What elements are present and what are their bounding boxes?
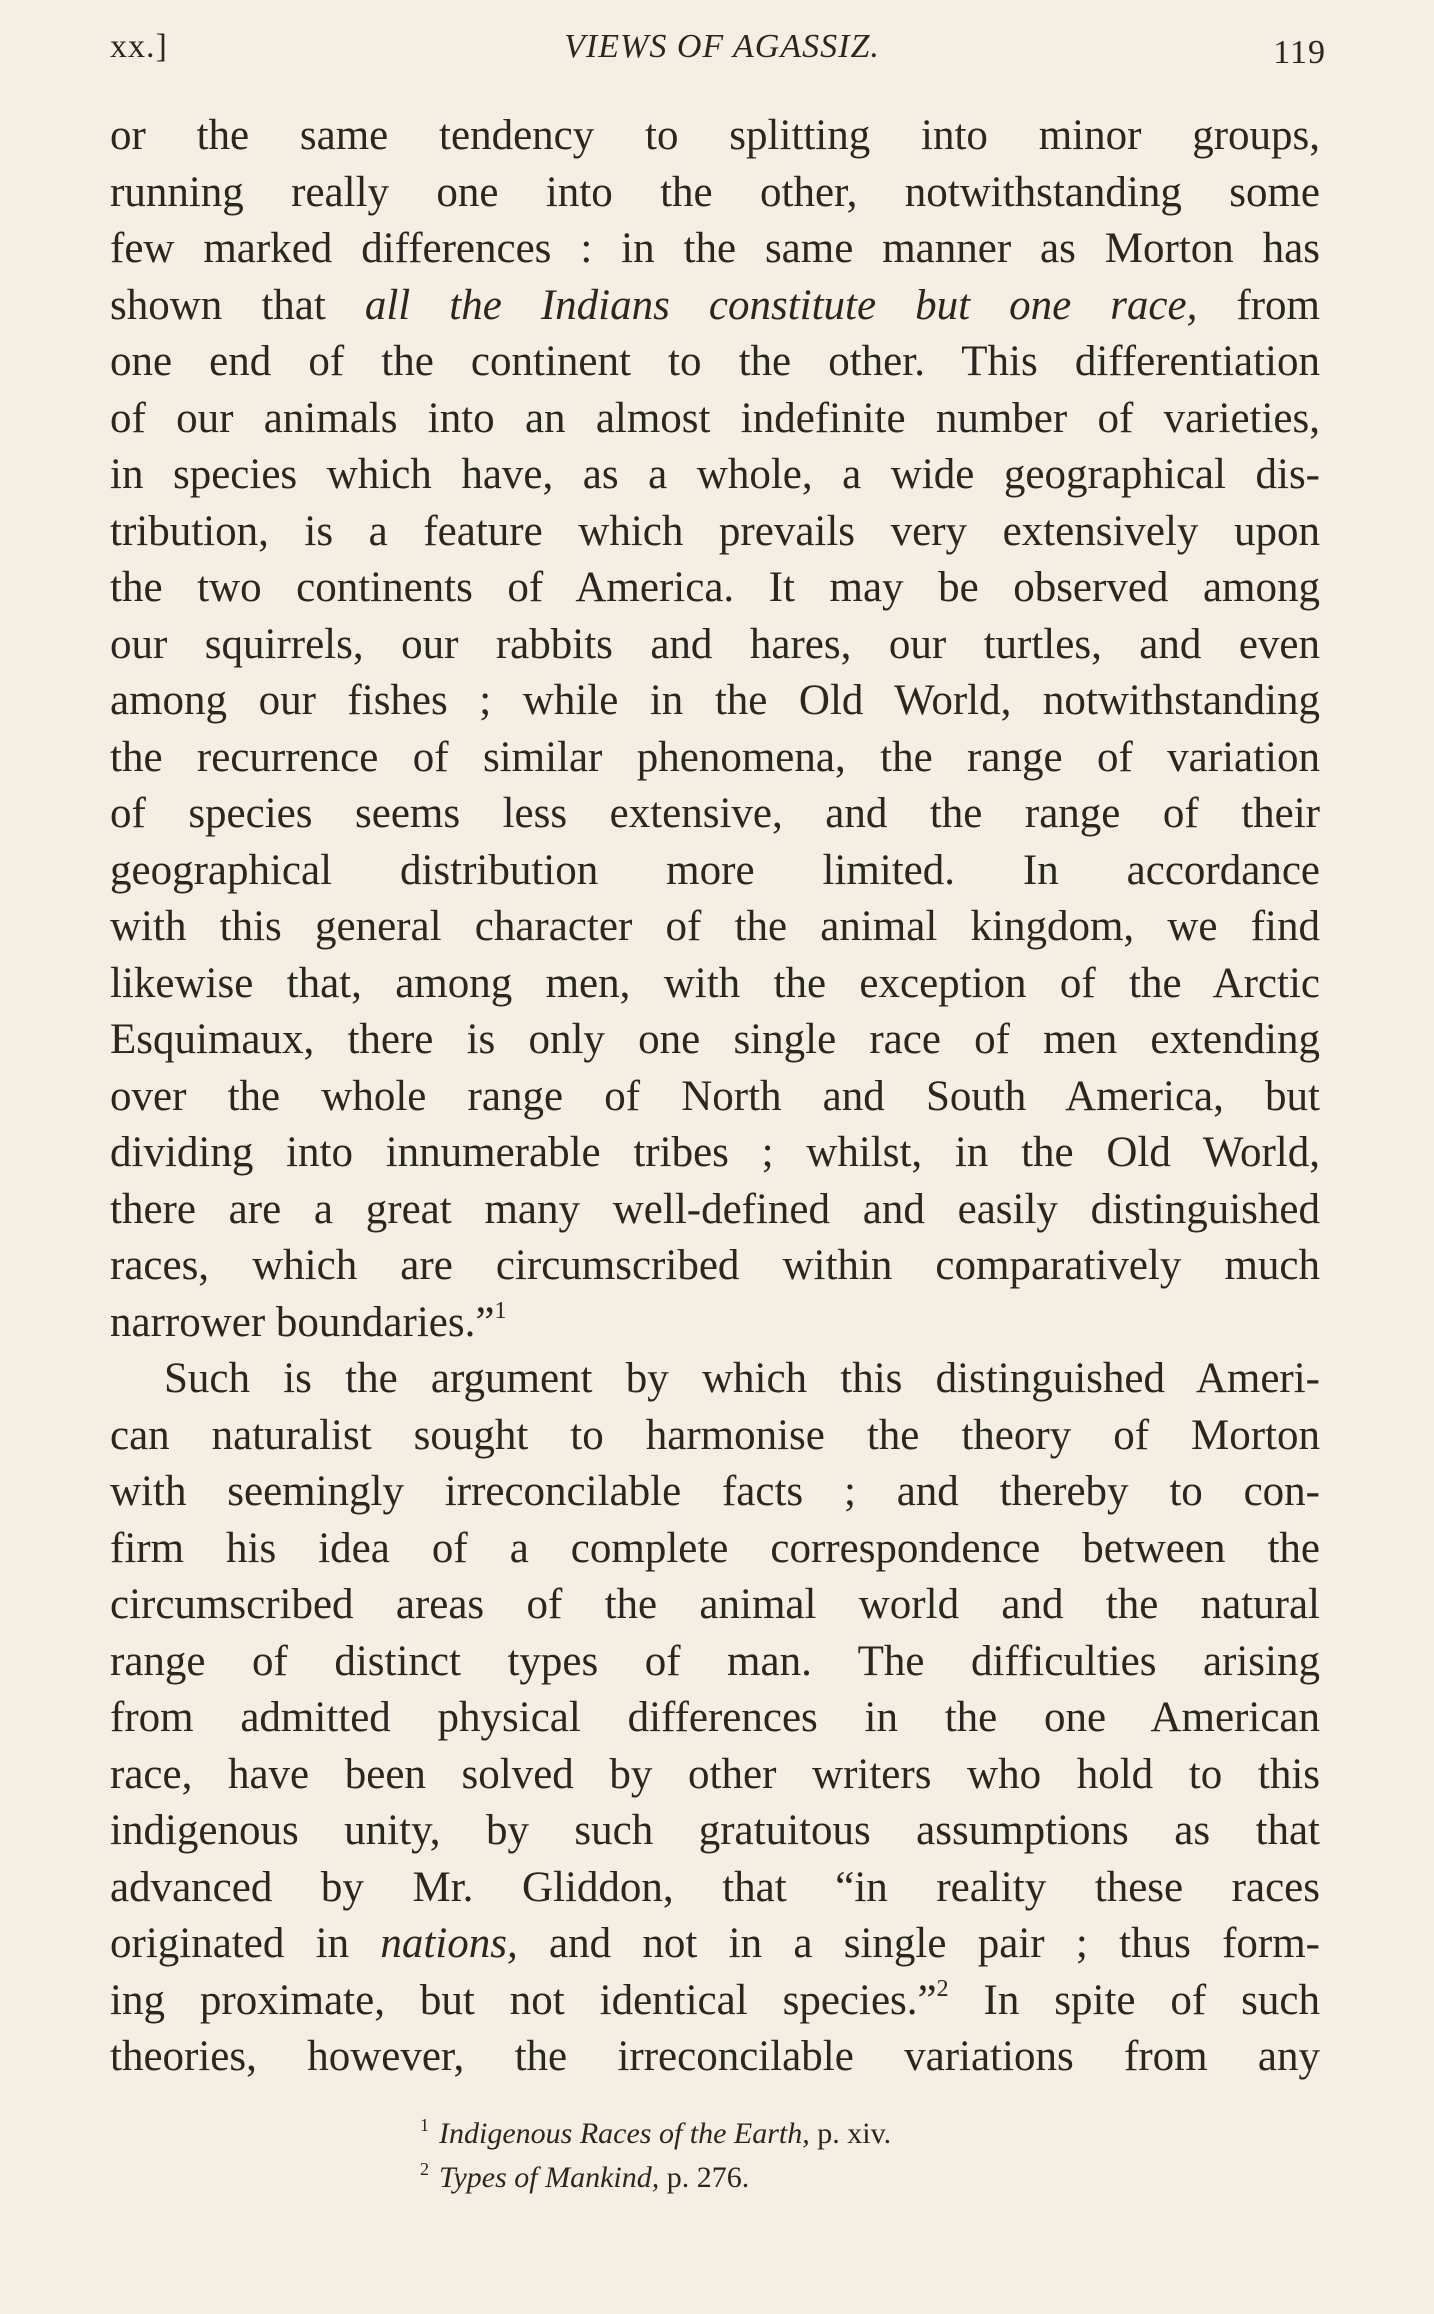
text-line: range of distinct types of man. The difficulties arising [110,1637,1320,1685]
footnote: $^1$ Indigenous Races of the Earth, p. xiv. [420,2115,892,2150]
text-line: Such is the argument by which this distinguished Ameri- [164,1355,1320,1402]
text-line: theories, however, the irreconcilable variations from any [110,2033,1320,2080]
footnote-source: Types of Mankind, [439,2161,660,2194]
text-line: shown that all the Indians constitute but one race, from [110,281,1320,329]
text-line: the two continents of America. It may be observed among [110,564,1320,611]
text-line: originated in nations, and not in a single pair ; thus form- [110,1920,1320,1967]
text-line: our squirrels, our rabbits and hares, our turtles, and even [110,620,1320,668]
text-line: dividing into innumerable tribes ; whilst, in the Old World, [110,1129,1320,1176]
footnote-ref: 2 [936,1975,949,2002]
text-line: in species which have, as a whole, a wide geographical dis- [110,451,1320,498]
chapter-marker: xx.] [110,28,168,65]
text-line: geographical distribution more limited. In accordance [110,846,1320,894]
text-line: narrower boundaries.”$^1$ [110,1297,507,1346]
text-line: can naturalist sought to harmonise the theory of Morton [110,1411,1320,1459]
text-line: with this general character of the animal kingdom, we find [110,903,1320,950]
text-line: ing proximate, but not identical species.”$^2$ In spite of such [110,1975,1320,2024]
footnotes [420,2112,891,2200]
text-line: the recurrence of similar phenomena, the range of variation [110,733,1320,781]
text-line: Esquimaux, there is only one single race of men extending [110,1016,1320,1063]
italic-phrase: all the Indians constitute but one race, [364,281,1198,329]
text-line: among our fishes ; while in the Old World, notwithstanding [110,677,1320,724]
footnote-ref: 1 [494,1297,507,1324]
text-line: advanced by Mr. Gliddon, that “in reality these races [110,1863,1320,1911]
text-line: indigenous unity, by such gratuitous assumptions as that [110,1807,1320,1854]
text-line: there are a great many well-defined and easily distinguished [110,1185,1320,1233]
page-number: 119 [1273,34,1326,71]
text-line: few marked differences : in the same manner as Morton has [110,225,1320,272]
text-line: running really one into the other, notwithstanding some [110,168,1320,216]
text-line: one end of the continent to the other. This differentiation [110,338,1320,385]
text-line: of species seems less extensive, and the range of their [110,790,1320,837]
text-line: circumscribed areas of the animal world and the natural [110,1581,1320,1628]
text-line: from admitted physical differences in the one American [110,1694,1320,1741]
footnote-source: Indigenous Races of the Earth, [439,2117,810,2150]
text-line: or the same tendency to splitting into minor groups, [110,112,1320,159]
italic-phrase: nations, [380,1920,518,1967]
footnote-number: 2 [420,2159,429,2179]
body-text [110,108,1320,2086]
text-line: likewise that, among men, with the exception of the Arctic [110,959,1320,1007]
running-header [110,20,1334,70]
text-line: firm his idea of a complete correspondence between the [110,1524,1320,1572]
text-line: races, which are circumscribed within comparatively much [110,1242,1320,1289]
text-line: over the whole range of North and South America, but [110,1072,1320,1120]
text-line: race, have been solved by other writers who hold to this [110,1750,1320,1798]
footnote: $^2$ Types of Mankind, p. 276. [420,2159,750,2194]
text-line: tribution, is a feature which prevails very extensively upon [110,507,1320,555]
footnote-number: 1 [420,2115,429,2135]
running-title: VIEWS OF AGASSIZ. [564,28,880,65]
text-line: of our animals into an almost indefinite number of varieties, [110,394,1320,442]
text-line: with seemingly irreconcilable facts ; and thereby to con- [110,1468,1320,1515]
